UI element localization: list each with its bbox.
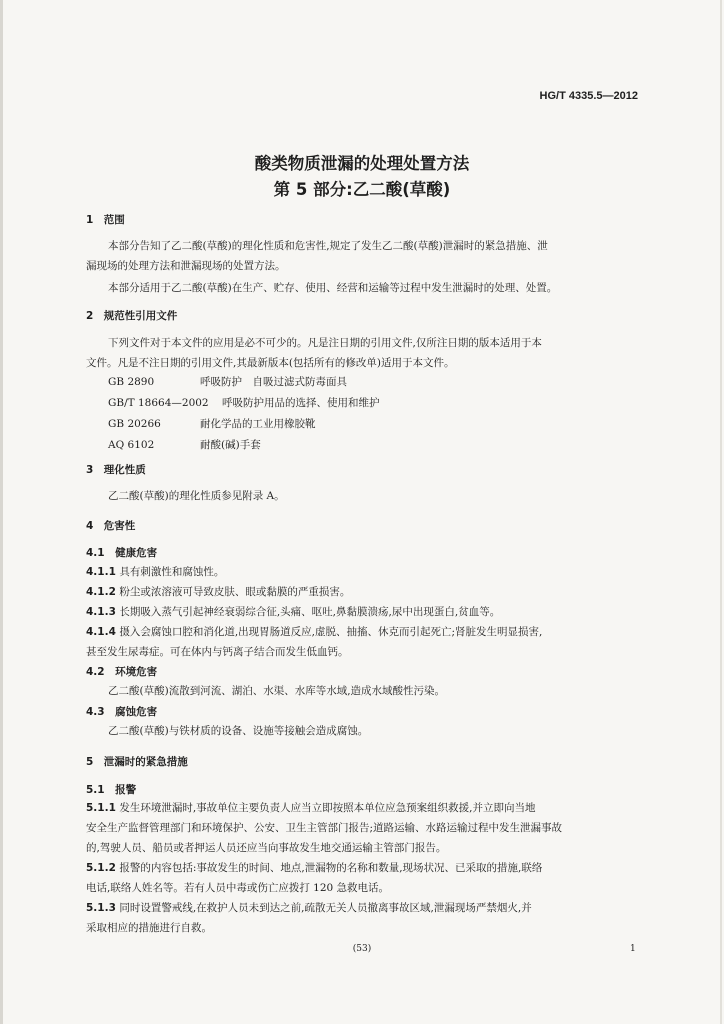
subsection-5-1-heading: 5.1 报警 [86, 784, 137, 796]
item-4-1-4-cont: 甚至发生尿毒症。可在体内与钙离子结合而发生低血钙。 [86, 646, 349, 658]
item-number: 4.1.1 [86, 566, 116, 578]
reference-item [108, 393, 380, 414]
item-4-1-4 [86, 622, 642, 642]
section-1-para-2: 本部分适用于乙二酸(草酸)在生产、贮存、使用、经营和运输等过程中发生泄漏时的处理、处置。 [108, 282, 558, 294]
reference-item [108, 372, 380, 393]
item-4-1-3 [86, 602, 642, 622]
item-text: 同时设置警戒线,在救护人员未到达之前,疏散无关人员撤离事故区域,泄漏现场严禁烟火,并 [119, 902, 532, 914]
item-5-1-3-cont: 采取相应的措施进行自救。 [86, 922, 212, 934]
document-title: 酸类物质泄漏的处理处置方法 [254, 154, 470, 173]
document-subtitle: 第 5 部分:乙二酸(草酸) [273, 180, 451, 199]
subsection-4-3-heading: 4.3 腐蚀危害 [86, 706, 158, 718]
item-text: 报警的内容包括:事故发生的时间、地点,泄漏物的名称和数量,现场状况、已采取的措施,联络 [119, 862, 543, 874]
reference-title: 耐化学品的工业用橡胶靴 [200, 418, 316, 430]
reference-code: AQ 6102 [108, 439, 155, 451]
page-number: (53) [352, 944, 372, 954]
item-4-1-1 [86, 562, 642, 582]
item-number: 4.1.2 [86, 586, 116, 598]
item-5-1-3 [86, 898, 642, 918]
reference-item [108, 435, 380, 456]
section-2-para-1-cont: 文件。凡是不注日期的引用文件,其最新版本(包括所有的修改单)适用于本文件。 [86, 357, 455, 369]
standard-code: HG/T 4335.5—2012 [539, 90, 638, 102]
reference-code: GB 20266 [108, 418, 161, 430]
item-4-1-2 [86, 582, 642, 602]
subsection-4-2-heading: 4.2 环境危害 [86, 666, 158, 678]
section-4-heading: 4 危害性 [86, 520, 136, 532]
section-1-para-1: 本部分告知了乙二酸(草酸)的理化性质和危害性,规定了发生乙二酸(草酸)泄漏时的紧急措施、泄 [108, 240, 548, 252]
item-text: 发生环境泄漏时,事故单位主要负责人应当立即按照本单位应急预案组织救援,并立即向当地 [119, 802, 536, 814]
item-text: 具有刺激性和腐蚀性。 [119, 566, 225, 578]
reference-title: 呼吸防护 自吸过滤式防毒面具 [200, 376, 347, 388]
subsection-4-3-para: 乙二酸(草酸)与铁材质的设备、设施等接触会造成腐蚀。 [108, 725, 369, 737]
reference-code: GB 2890 [108, 376, 155, 388]
reference-list [108, 372, 380, 456]
item-text: 长期吸入蒸气引起神经衰弱综合征,头痛、呕吐,鼻黏膜溃疡,尿中出现蛋白,贫血等。 [119, 606, 501, 618]
section-1-para-1-cont: 漏现场的处理方法和泄漏现场的处置方法。 [86, 260, 286, 272]
item-5-1-2 [86, 858, 642, 878]
section-1-heading: 1 范围 [86, 214, 125, 226]
item-number: 5.1.2 [86, 862, 116, 874]
section-2-para-1: 下列文件对于本文件的应用是必不可少的。凡是注日期的引用文件,仅所注日期的版本适用于本 [108, 337, 542, 349]
item-number: 5.1.3 [86, 902, 116, 914]
corner-mark: 1 [630, 944, 636, 954]
item-5-1-2-cont: 电话,联络人姓名等。若有人员中毒或伤亡应拨打 120 急救电话。 [86, 882, 390, 894]
item-number: 4.1.3 [86, 606, 116, 618]
item-5-1-1-cont-2: 的,驾驶人员、船员或者押运人员还应当向事故发生地交通运输主管部门报告。 [86, 842, 447, 854]
item-text: 粉尘或浓溶液可导致皮肤、眼或黏膜的严重损害。 [119, 586, 351, 598]
item-text: 摄入会腐蚀口腔和消化道,出现胃肠道反应,虚脱、抽搐、休克而引起死亡;肾脏发生明显损害, [119, 626, 543, 638]
item-number: 5.1.1 [86, 802, 116, 814]
item-5-1-1-cont: 安全生产监督管理部门和环境保护、公安、卫生主管部门报告;道路运输、水路运输过程中发生泄漏事故 [86, 822, 563, 834]
subsection-4-2-para: 乙二酸(草酸)流散到河流、湖泊、水渠、水库等水域,造成水域酸性污染。 [108, 685, 446, 697]
section-2-heading: 2 规范性引用文件 [86, 310, 178, 322]
reference-code: GB/T 18664—2002 [108, 397, 209, 409]
reference-item [108, 414, 380, 435]
item-number: 4.1.4 [86, 626, 116, 638]
section-3-para-1: 乙二酸(草酸)的理化性质参见附录 A。 [108, 490, 285, 502]
reference-title: 呼吸防护用品的选择、使用和维护 [222, 397, 380, 409]
section-5-heading: 5 泄漏时的紧急措施 [86, 756, 188, 768]
subsection-4-1-heading: 4.1 健康危害 [86, 547, 158, 559]
reference-title: 耐酸(碱)手套 [200, 439, 261, 451]
section-3-heading: 3 理化性质 [86, 464, 146, 476]
item-5-1-1 [86, 798, 642, 818]
